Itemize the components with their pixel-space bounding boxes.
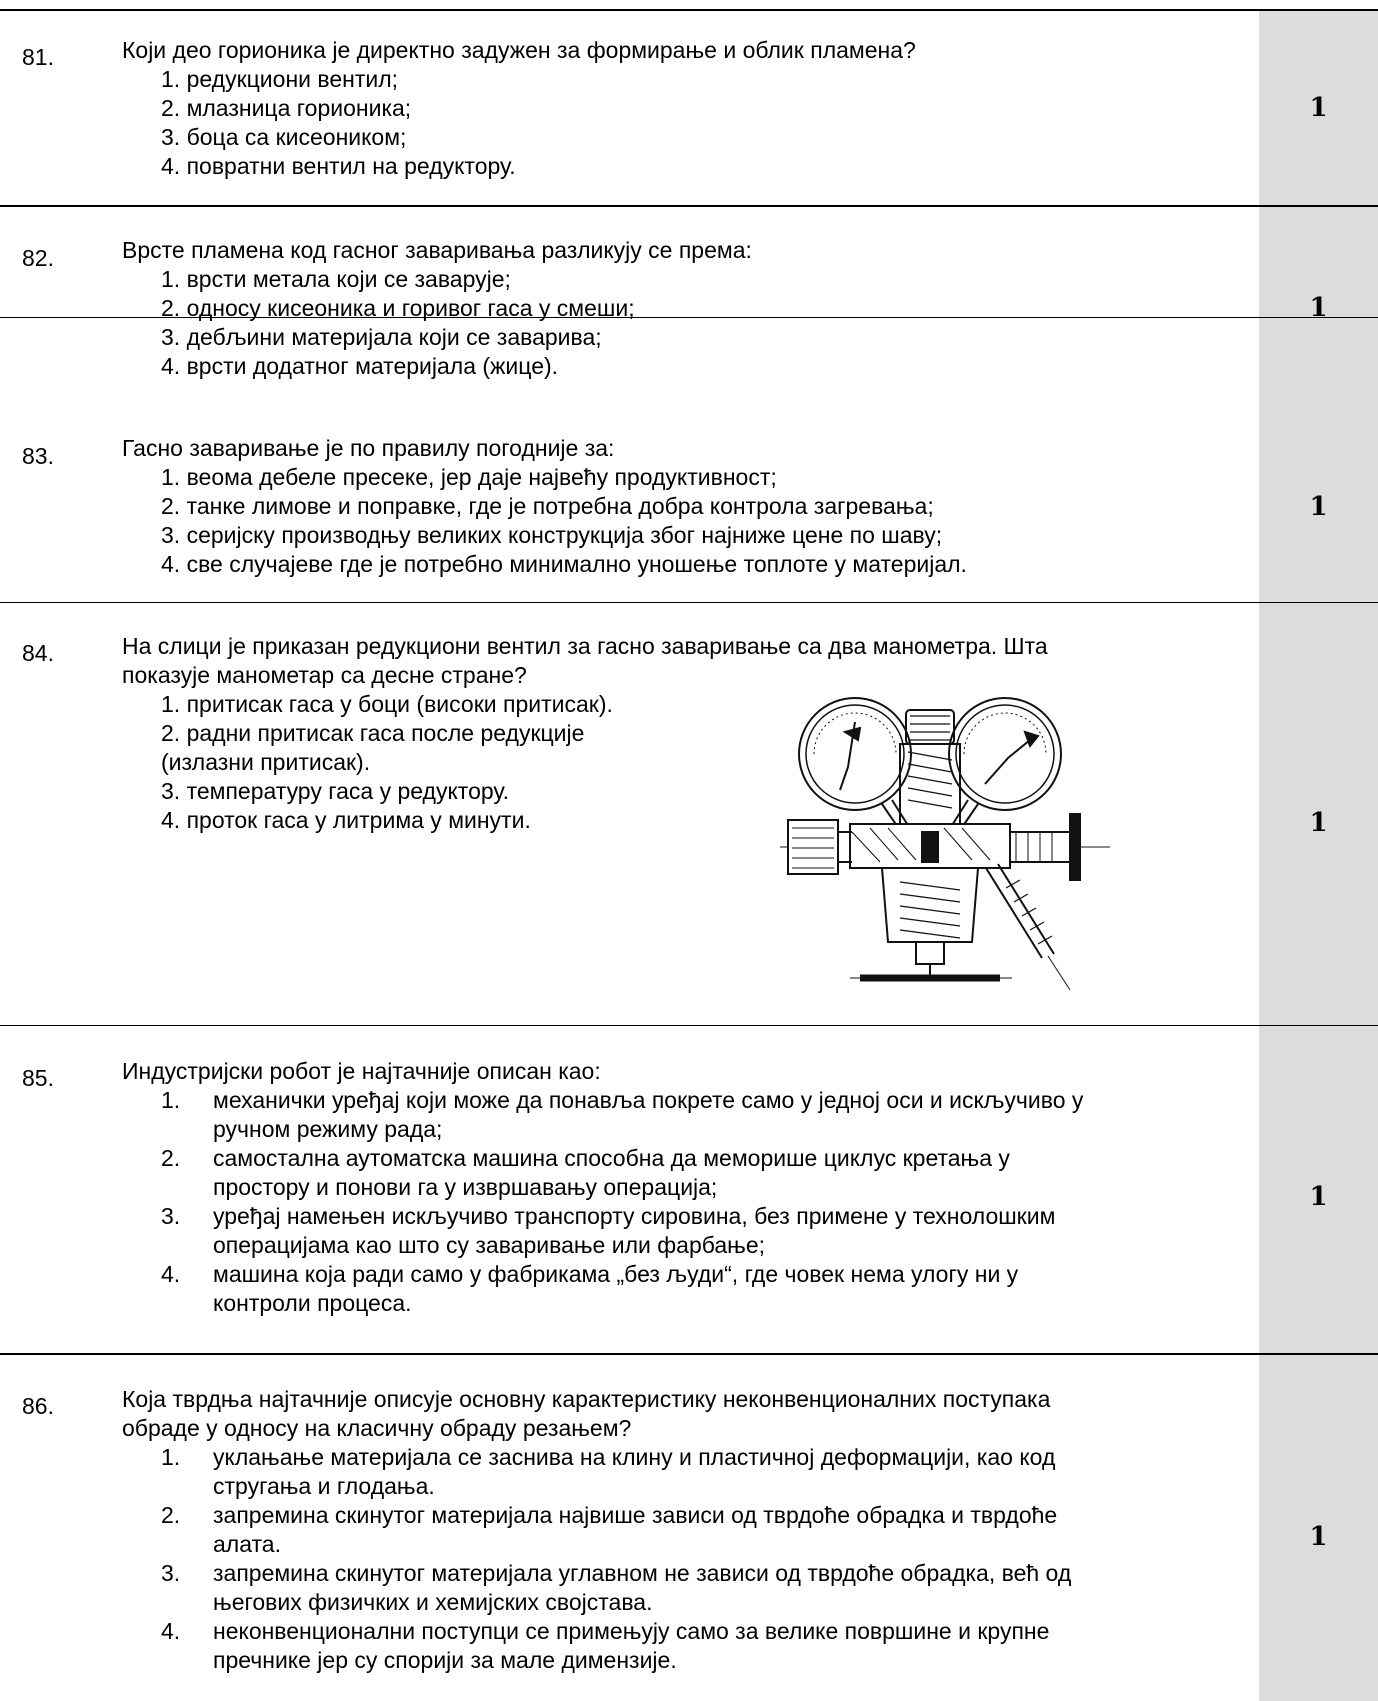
option-text-line: неконвенционални поступци се примењују само за велике површине и крупне: [213, 1618, 1050, 1644]
option-text-line: запремина скинутог материјала углавном не зависи од тврдоће обрадка, већ од: [213, 1560, 1072, 1586]
option-4: 4. повратни вентил на редуктору.: [161, 153, 516, 179]
options-list: [161, 65, 516, 181]
option-3: [161, 1559, 1071, 1617]
option-4: [161, 1260, 1083, 1318]
question-text-line: показује манометар са десне стране?: [122, 662, 527, 688]
options-list: [161, 1443, 1071, 1675]
question-number: 86.: [22, 1393, 54, 1419]
option-2: [161, 1144, 1083, 1202]
option-number: 2.: [161, 1502, 181, 1528]
divider: [0, 602, 1378, 603]
options-list: [161, 463, 967, 579]
option-4: 4. све случајеве где је потребно минимално уношење топлоте у материјал.: [161, 551, 967, 577]
question-number: 82.: [22, 245, 54, 271]
option-text-line: ручном режиму рада;: [213, 1116, 443, 1142]
divider: [0, 205, 1378, 207]
option-2: 2. радни притисак гаса после редукције: [161, 720, 585, 746]
option-number: 1.: [161, 1444, 181, 1470]
options-list: [161, 265, 635, 381]
question-text: Гасно заваривање је по правилу погодније за:: [122, 435, 615, 461]
divider: [0, 1025, 1378, 1026]
question-text: Који део горионика је директно задужен за формирање и облик пламена?: [122, 37, 916, 63]
option-text-line: његових физичких и хемијских својстава.: [213, 1589, 653, 1615]
option-1: 1. редукциони вентил;: [161, 66, 399, 92]
option-text-line: запремина скинутог материјала највише зависи од тврдоће обрадка и тврдоће: [213, 1502, 1058, 1528]
divider: [0, 1353, 1378, 1355]
option-2: 2. танке лимове и поправке, где је потребна добра контрола загревања;: [161, 493, 934, 519]
question-text: Индустријски робот је најтачније описан као:: [122, 1058, 601, 1084]
option-text-line: механички уређај који може да понавља покрете само у једној оси и искључиво у: [213, 1087, 1084, 1113]
score-column: [1259, 10, 1378, 1701]
option-3: 3. дебљини материјала који се заварива;: [161, 324, 602, 350]
option-text-line: операцијама као што су заваривање или фарбање;: [213, 1232, 766, 1258]
option-text-line: самостална аутоматска машина способна да меморише циклус кретања у: [213, 1145, 1010, 1171]
question-number: 85.: [22, 1065, 54, 1091]
points-value: 1: [1309, 808, 1328, 838]
question-number: 84.: [22, 640, 54, 666]
option-3: 3. боца са кисеоником;: [161, 124, 407, 150]
points-value: 1: [1309, 492, 1328, 522]
option-4: 4. проток гаса у литрима у минути.: [161, 807, 531, 833]
question-number: 83.: [22, 443, 54, 469]
option-1: 1. притисак гаса у боци (високи притисак).: [161, 691, 613, 717]
question-text-line: Која тврдња најтачније описује основну карактеристику неконвенционалних поступака: [122, 1386, 1051, 1412]
points-value: 1: [1309, 1182, 1328, 1212]
question-text-line: На слици је приказан редукциони вентил за гасно заваривање са два манометра. Шта: [122, 633, 1048, 659]
option-3: [161, 1202, 1083, 1260]
option-4: 4. врсти додатног материјала (жице).: [161, 353, 559, 379]
question-text-line: обраде у односу на класичну обраду резањем?: [122, 1415, 632, 1441]
option-number: 3.: [161, 1560, 181, 1586]
question-number: 81.: [22, 44, 54, 70]
pressure-regulator-illustration: [780, 692, 1120, 992]
option-1: [161, 1086, 1083, 1144]
option-text-line: уређај намењен искључиво транспорту сировина, без примене у технолошким: [213, 1203, 1056, 1229]
points-value: 1: [1309, 1522, 1328, 1552]
option-2: [161, 1501, 1071, 1559]
option-number: 4.: [161, 1261, 181, 1287]
option-text-line: простору и понови га у извршавању операција;: [213, 1174, 718, 1200]
option-text-line: алата.: [213, 1531, 281, 1557]
points-value: 1: [1309, 293, 1328, 323]
points-value: 1: [1309, 93, 1328, 123]
option-3: 3. температуру гаса у редуктору.: [161, 778, 509, 804]
option-number: 4.: [161, 1618, 181, 1644]
option-text-line: машина која ради само у фабрикама „без људи“, где човек нема улогу ни у: [213, 1261, 1019, 1287]
option-text-line: контроли процеса.: [213, 1290, 412, 1316]
options-list: [161, 1086, 1083, 1318]
option-4: [161, 1617, 1071, 1675]
option-1: 1. врсти метала који се заварује;: [161, 266, 511, 292]
option-1: 1. веома дебеле пресеке, јер даје највећу продуктивност;: [161, 464, 777, 490]
option-number: 3.: [161, 1203, 181, 1229]
option-1: [161, 1443, 1071, 1501]
option-3: 3. серијску производњу великих конструкција због најниже цене по шаву;: [161, 522, 943, 548]
options-list: [161, 690, 613, 835]
question-text: Врсте пламена код гасног заваривања разликују се према:: [122, 237, 752, 263]
option-text-line: пречнике јер су спорији за мале димензије.: [213, 1647, 677, 1673]
option-2: 2. односу кисеоника и горивог гаса у смеши;: [161, 295, 635, 321]
divider: [0, 9, 1378, 11]
option-2-continued: (излазни притисак).: [161, 749, 371, 775]
option-number: 2.: [161, 1145, 181, 1171]
option-number: 1.: [161, 1087, 181, 1113]
option-2: 2. млазница горионика;: [161, 95, 412, 121]
option-text-line: стругања и глодања.: [213, 1473, 435, 1499]
option-text-line: уклањање материјала се заснива на клину и пластичној деформацији, као код: [213, 1444, 1056, 1470]
